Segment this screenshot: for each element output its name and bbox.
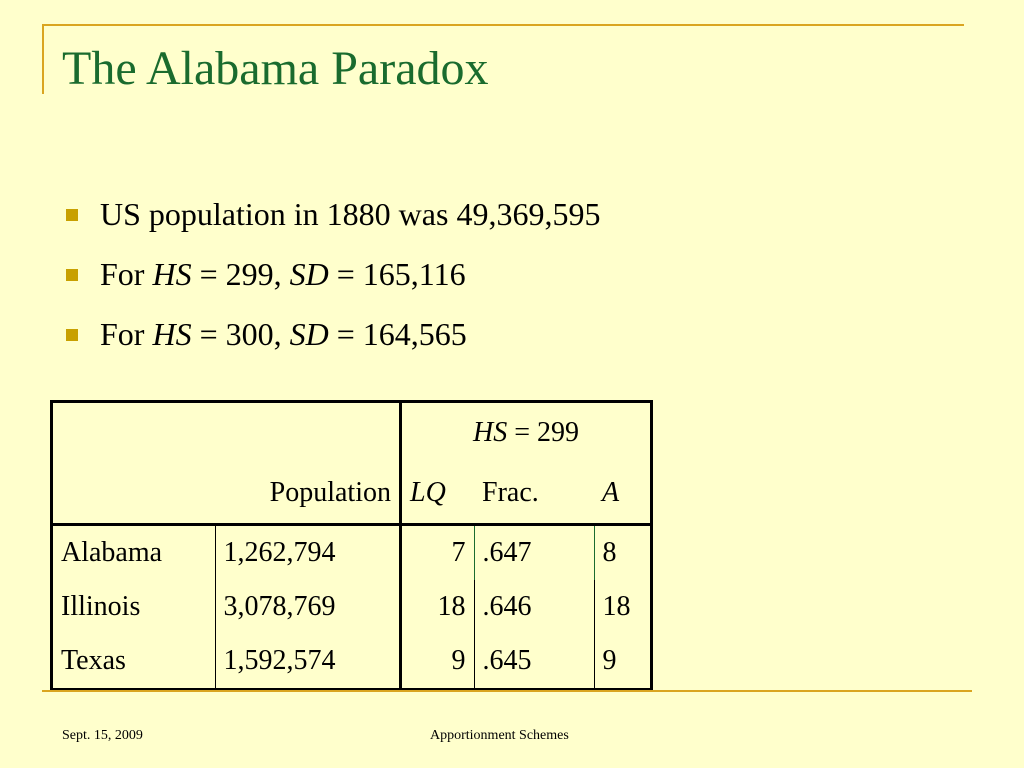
bullet-item <box>62 186 600 246</box>
lq-cell: 7 <box>401 525 475 581</box>
a-header: A <box>602 477 620 508</box>
slide-title: The Alabama Paradox <box>62 42 489 95</box>
bullet-text: US population in 1880 was 49,369,595 <box>100 196 601 232</box>
bullet-text: = 299, <box>191 256 290 292</box>
bullet-list <box>62 186 600 366</box>
state-cell: Alabama <box>61 537 163 568</box>
frac-header: Frac. <box>482 477 539 508</box>
bullet-item <box>62 306 600 366</box>
lq-cell: 9 <box>401 634 475 690</box>
apportionment-table <box>50 400 653 691</box>
population-header: Population <box>269 477 391 508</box>
lq-cell: 18 <box>401 580 475 634</box>
hs-value: = 299 <box>507 417 580 448</box>
table-row <box>52 634 652 690</box>
a-cell: 9 <box>594 634 652 690</box>
frac-cell: .647 <box>474 525 594 581</box>
bullet-text: = 165,116 <box>328 256 466 292</box>
state-header-cell <box>52 463 216 525</box>
frac-cell: .645 <box>474 634 594 690</box>
sd-variable: SD <box>289 316 329 352</box>
hs-variable: HS <box>152 316 192 352</box>
table-row <box>52 525 652 581</box>
top-border-line <box>42 24 964 26</box>
table-corner-cell <box>52 402 401 464</box>
square-bullet-icon <box>66 329 78 341</box>
bullet-text: = 164,565 <box>328 316 467 352</box>
lq-header: LQ <box>401 463 475 525</box>
population-cell: 3,078,769 <box>215 580 401 634</box>
footer-divider <box>42 690 972 692</box>
square-bullet-icon <box>66 209 78 221</box>
square-bullet-icon <box>66 269 78 281</box>
left-border-line <box>42 24 44 94</box>
bullet-text: For <box>100 256 153 292</box>
hs-variable: HS <box>472 417 508 448</box>
hs-group-header <box>401 402 652 464</box>
a-cell: 8 <box>594 525 652 581</box>
state-cell: Texas <box>61 645 126 676</box>
population-cell: 1,262,794 <box>215 525 401 581</box>
footer-date: Sept. 15, 2009 <box>62 728 143 743</box>
bullet-text: = 300, <box>191 316 290 352</box>
hs-variable: HS <box>152 256 192 292</box>
bullet-item <box>62 246 600 306</box>
footer-title: Apportionment Schemes <box>430 728 569 743</box>
population-cell: 1,592,574 <box>215 634 401 690</box>
a-cell: 18 <box>594 580 652 634</box>
table-row <box>52 580 652 634</box>
sd-variable: SD <box>289 256 329 292</box>
state-cell: Illinois <box>61 591 141 622</box>
frac-cell: .646 <box>474 580 594 634</box>
bullet-text: For <box>100 316 153 352</box>
